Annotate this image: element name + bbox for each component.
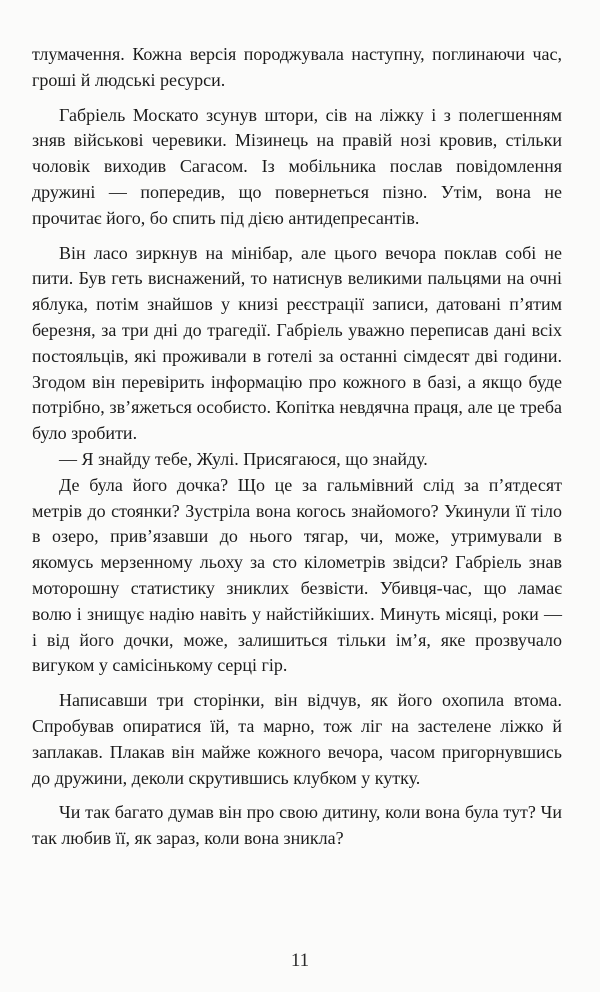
paragraph: Габріель Москато зсунув штори, сів на ліжку і з полегшенням зняв військові черевики. Мізинець на правій нозі кровив, стільки чоловік виходив Сагасом. Із мобільника послав повідомлення дружині — попередив, що повернеться пізно. Утім, вона не прочитає його, бо спить під дією антидепресантів. [32, 104, 562, 228]
paragraph: Він ласо зиркнув на мінібар, але цього вечора поклав собі не пити. Був геть виснажений, то натиснув великими пальцями на очні яблука, потім знайшов у книзі реєстрації записи, датовані п’ятим березня, за три дні до трагедії. Габріель уважно переписав дані всіх постояльців, які проживали в готелі за останні сімдесят дві години. Згодом він перевірить інформацію про кожного в базі, а якщо буде потрібно, зв’яжеться особисто. Копітка невдячна праця, але це треба було зробити. [32, 242, 562, 444]
paragraph: тлумачення. Кожна версія породжувала наступну, поглинаючи час, гроші й людські ресурси. [32, 44, 562, 90]
page-text [32, 42, 562, 852]
page-number: 11 [290, 950, 310, 971]
paragraph: Де була його дочка? Що це за гальмівний слід за п’ятдесят метрів до стоянки? Зустріла вона когось знайомого? Укинули її тіло в озеро, прив’язавши до нього тягар, чи, може, утримували в якомусь мерзенному льоху за сто кілометрів звідси? Габріель знав моторошну статистику зниклих безвісти. Убивця-час, що ламає волю і знищує надію навіть у найстійкіших. Минуть місяці, роки — і від його дочки, може, залишиться тільки ім’я, яке прозвучало вигуком у самісінькому серці гір. [32, 474, 562, 676]
dialogue-line: — Я знайду тебе, Жулі. Присягаюся, що знайду. [59, 448, 428, 469]
paragraph: Написавши три сторінки, він відчув, як його охопила втома. Спробував опиратися їй, та марно, тож ліг на застелене ліжко й заплакав. Плакав він майже кожного вечора, часом пригорнувшись до дружини, деколи скрутившись клубком у кутку. [32, 690, 562, 788]
paragraph: Чи так багато думав він про свою дитину, коли вона була тут? Чи так любив її, як зараз, коли вона зникла? [32, 802, 562, 849]
